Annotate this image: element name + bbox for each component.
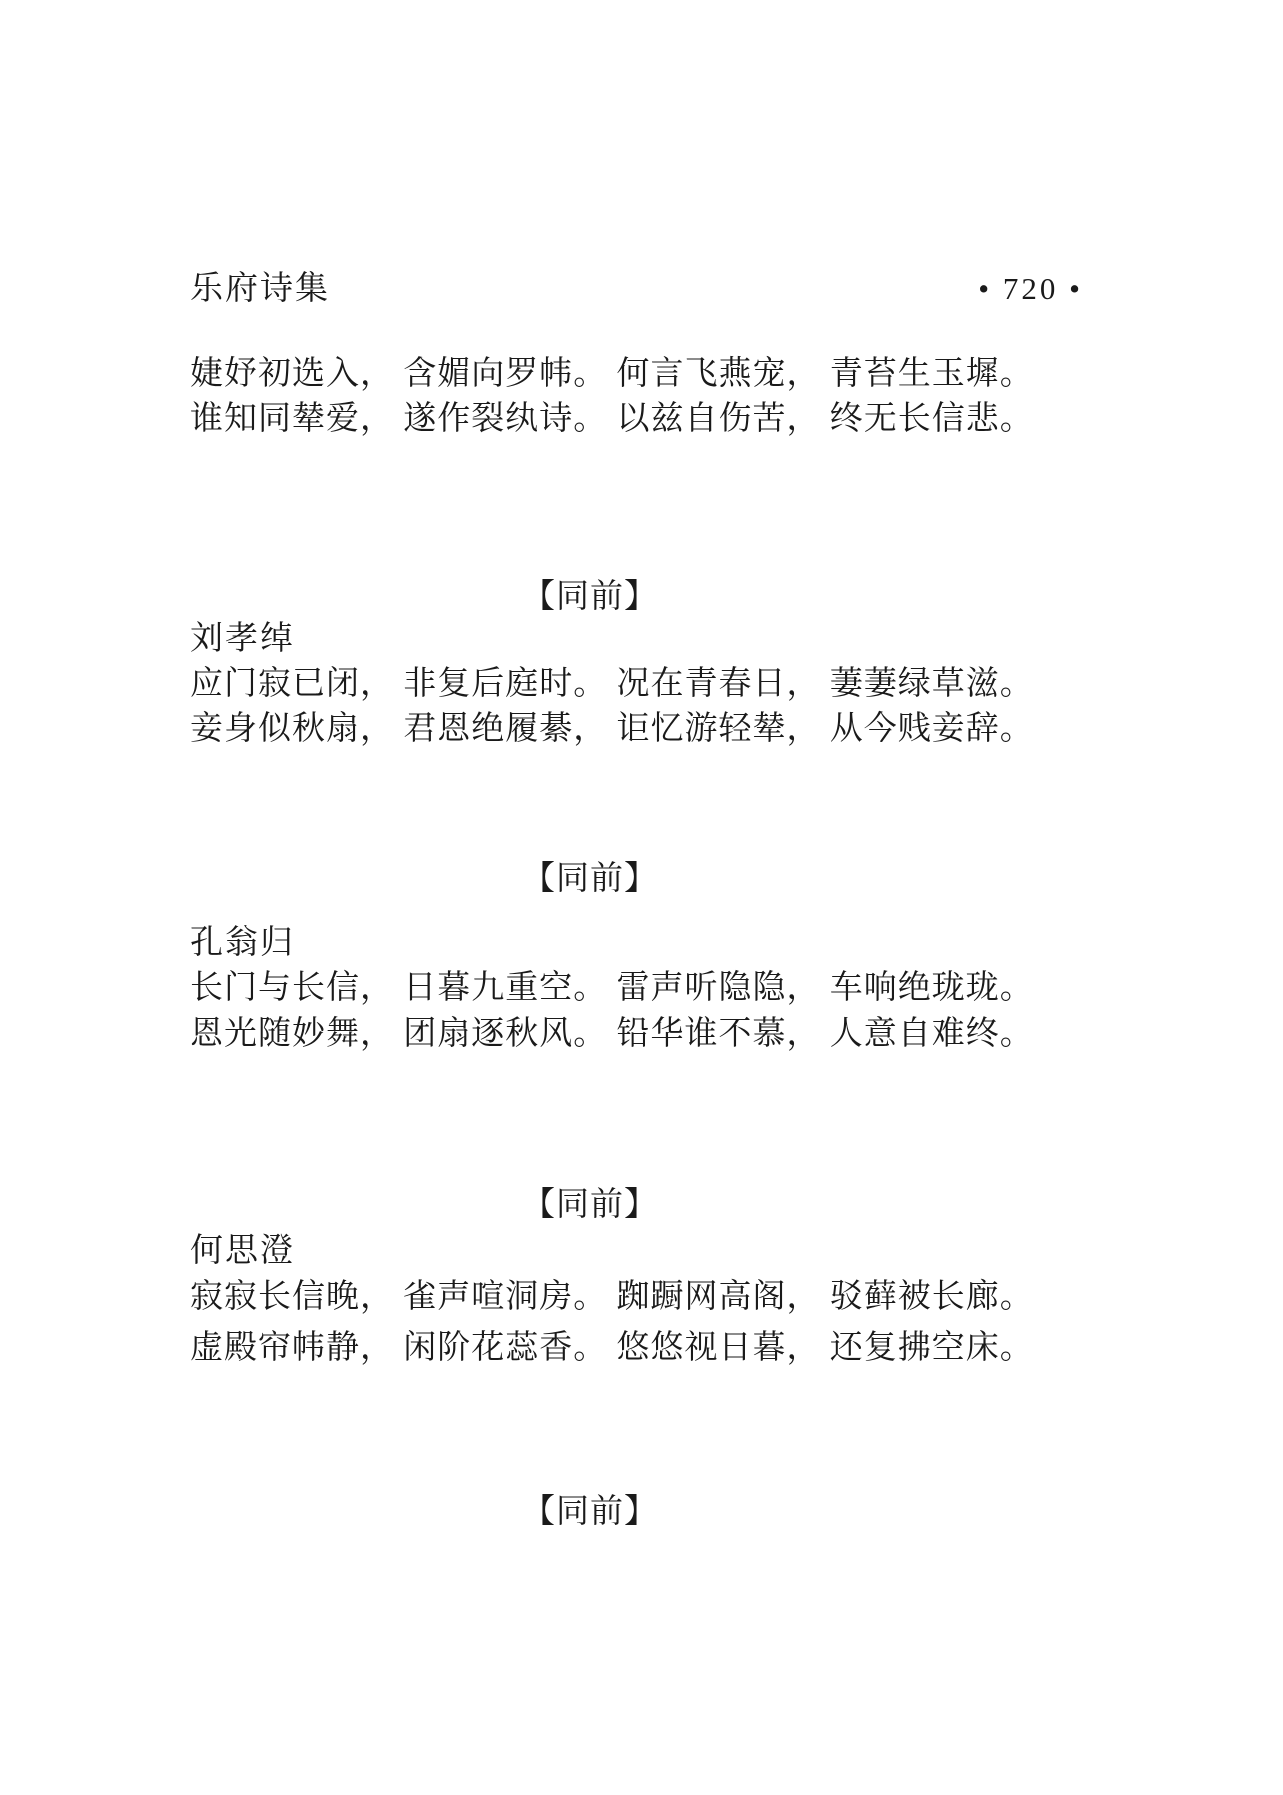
- book-title: 乐府诗集: [190, 271, 330, 307]
- section-heading: 【同前】: [522, 579, 658, 615]
- page-header: [190, 266, 1083, 311]
- author-name: 孔翁归: [190, 925, 295, 961]
- poem-line: 虚殿帘帏静， 闲阶花蕊香。 悠悠视日暮， 还复拂空床。: [190, 1330, 1034, 1366]
- poem-line: 恩光随妙舞， 团扇逐秋风。 铅华谁不慕， 人意自难终。: [190, 1016, 1034, 1052]
- poem-line: 应门寂已闭， 非复后庭时。 况在青春日， 萋萋绿草滋。: [190, 666, 1034, 702]
- poem-line: 寂寂长信晚， 雀声喧洞房。 踟蹰网高阁， 驳藓被长廊。: [190, 1279, 1034, 1315]
- author-name: 何思澄: [190, 1233, 295, 1269]
- section-heading: 【同前】: [522, 1494, 658, 1530]
- poem-line: 长门与长信， 日暮九重空。 雷声听隐隐， 车响绝珑珑。: [190, 970, 1034, 1006]
- poem-line: 妾身似秋扇， 君恩绝履綦， 讵忆游轻辇， 从今贱妾辞。: [190, 711, 1034, 747]
- author-name: 刘孝绰: [190, 621, 295, 657]
- poem-line: 婕妤初选入， 含媚向罗帏。 何言飞燕宠， 青苔生玉墀。: [190, 356, 1034, 392]
- section-heading: 【同前】: [522, 861, 658, 897]
- poem-line: 谁知同辇爱， 遂作裂纨诗。 以兹自伤苦， 终无长信悲。: [190, 401, 1034, 437]
- section-heading: 【同前】: [522, 1187, 658, 1223]
- page-number: • 720 •: [978, 271, 1083, 306]
